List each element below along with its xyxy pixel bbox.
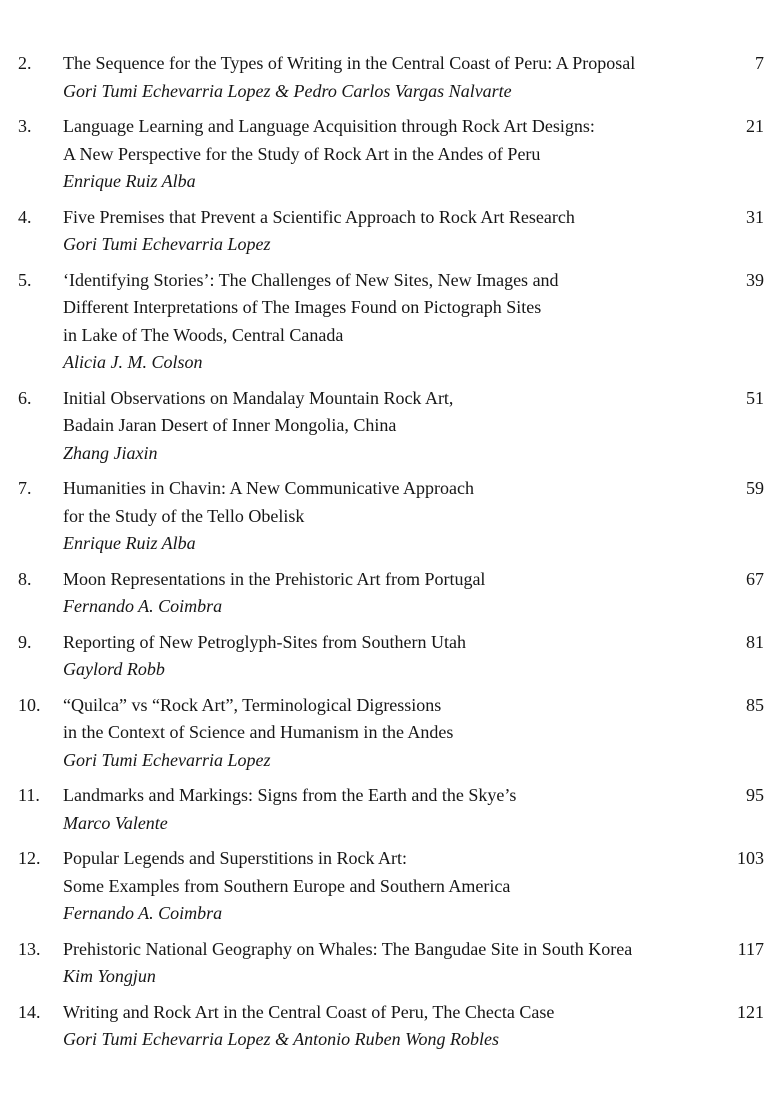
entry-title[interactable] — [63, 475, 673, 530]
toc-entry[interactable] — [0, 936, 780, 991]
entry-body — [63, 845, 673, 928]
entry-author: Fernando A. Coimbra — [63, 596, 223, 616]
entry-title[interactable] — [63, 692, 673, 747]
entry-title-line: Landmarks and Markings: Signs from the Earth and the Skye’s — [63, 785, 517, 805]
entry-number: 9. — [18, 631, 32, 652]
entry-author: Gori Tumi Echevarria Lopez & Pedro Carlos Vargas Nalvarte — [63, 80, 512, 101]
toc-entry[interactable] — [0, 845, 780, 928]
entry-title[interactable] — [63, 204, 673, 232]
entry-body — [63, 936, 673, 991]
toc-entry[interactable] — [0, 999, 780, 1054]
entry-page-number: 7 — [755, 53, 764, 73]
toc-entry[interactable] — [0, 629, 780, 684]
entry-title[interactable] — [63, 999, 673, 1027]
entry-title[interactable] — [63, 782, 673, 810]
entry-title-line: Prehistoric National Geography on Whales: The Bangudae Site in South Korea — [63, 938, 633, 959]
entry-number: 5. — [18, 269, 32, 290]
entry-title-line: Initial Observations on Mandalay Mountain Rock Art, — [63, 387, 454, 408]
entry-page-number: 95 — [746, 785, 764, 805]
entry-body — [63, 782, 673, 837]
entry-page-number: 31 — [746, 206, 764, 227]
entry-title-line: for the Study of the Tello Obelisk — [63, 505, 305, 526]
entry-author: Gori Tumi Echevarria Lopez — [63, 234, 271, 254]
entry-page-number: 85 — [746, 694, 764, 715]
entry-body — [63, 113, 673, 196]
entry-title[interactable] — [63, 385, 673, 440]
entry-number: 3. — [18, 116, 32, 136]
toc-entry[interactable] — [0, 475, 780, 558]
entry-title[interactable] — [63, 50, 673, 78]
entry-number: 8. — [18, 568, 32, 589]
entry-body — [63, 692, 673, 775]
entry-title-line: Reporting of New Petroglyph-Sites from Southern Utah — [63, 631, 466, 652]
entry-author: Enrique Ruiz Alba — [63, 533, 196, 553]
entry-body — [63, 999, 673, 1054]
entry-number: 4. — [18, 206, 32, 227]
entry-title[interactable] — [63, 267, 673, 350]
entry-body — [63, 475, 673, 558]
toc-entry[interactable] — [0, 385, 780, 468]
entry-title-line: Five Premises that Prevent a Scientific Approach to Rock Art Research — [63, 206, 575, 227]
entry-author: Alicia J. M. Colson — [63, 352, 203, 372]
entry-author: Zhang Jiaxin — [63, 442, 158, 463]
entry-page-number: 103 — [737, 848, 764, 868]
entry-title-line: Badain Jaran Desert of Inner Mongolia, China — [63, 415, 397, 435]
entry-page-number: 39 — [746, 269, 764, 290]
entry-author: Kim Yongjun — [63, 966, 156, 986]
entry-number: 14. — [18, 1001, 41, 1022]
entry-author: Gori Tumi Echevarria Lopez — [63, 749, 271, 770]
table-of-contents — [0, 50, 780, 1062]
entry-author: Marco Valente — [63, 812, 168, 833]
entry-number: 2. — [18, 53, 32, 73]
entry-page-number: 21 — [746, 116, 764, 136]
entry-title[interactable] — [63, 629, 673, 657]
entry-title-line: Moon Representations in the Prehistoric Art from Portugal — [63, 568, 486, 589]
entry-body — [63, 204, 673, 259]
entry-number: 6. — [18, 387, 32, 408]
entry-title-line: The Sequence for the Types of Writing in the Central Coast of Peru: A Proposal — [63, 53, 636, 73]
entry-number: 12. — [18, 848, 41, 868]
entry-number: 13. — [18, 938, 41, 959]
entry-page-number: 121 — [737, 1001, 764, 1022]
toc-entry[interactable] — [0, 113, 780, 196]
entry-title-line: Different Interpretations of The Images Found on Pictograph Sites — [63, 297, 542, 317]
entry-title-line: in the Context of Science and Humanism in the Andes — [63, 722, 454, 742]
entry-body — [63, 629, 673, 684]
entry-page-number: 59 — [746, 478, 764, 498]
entry-title-line: A New Perspective for the Study of Rock Art in the Andes of Peru — [63, 143, 541, 164]
entry-title-line: Humanities in Chavin: A New Communicative Approach — [63, 478, 474, 498]
entry-author: Enrique Ruiz Alba — [63, 171, 196, 191]
entry-number: 7. — [18, 478, 32, 498]
entry-author: Gaylord Robb — [63, 659, 165, 679]
entry-title-line: Writing and Rock Art in the Central Coast of Peru, The Checta Case — [63, 1001, 555, 1022]
entry-body — [63, 50, 673, 105]
entry-body — [63, 267, 673, 377]
entry-page-number: 117 — [737, 938, 764, 959]
entry-page-number: 81 — [746, 631, 764, 652]
entry-title[interactable] — [63, 845, 673, 900]
entry-title-line: “Quilca” vs “Rock Art”, Terminological Digressions — [63, 694, 442, 715]
toc-entry[interactable] — [0, 566, 780, 621]
entry-page-number: 67 — [746, 568, 764, 589]
entry-number: 10. — [18, 694, 41, 715]
entry-author: Fernando A. Coimbra — [63, 903, 223, 923]
entry-title[interactable] — [63, 113, 673, 168]
toc-entry[interactable] — [0, 204, 780, 259]
entry-title-line: Language Learning and Language Acquisition through Rock Art Designs: — [63, 116, 595, 136]
toc-entry[interactable] — [0, 50, 780, 105]
entry-title-line: Some Examples from Southern Europe and Southern America — [63, 875, 511, 896]
entry-title-line: Popular Legends and Superstitions in Rock Art: — [63, 848, 407, 868]
entry-title-line: ‘Identifying Stories’: The Challenges of New Sites, New Images and — [63, 269, 559, 290]
toc-entry[interactable] — [0, 267, 780, 377]
entry-body — [63, 385, 673, 468]
entry-author: Gori Tumi Echevarria Lopez & Antonio Ruben Wong Robles — [63, 1029, 499, 1049]
entry-page-number: 51 — [746, 387, 764, 408]
toc-entry[interactable] — [0, 782, 780, 837]
entry-number: 11. — [18, 785, 40, 805]
toc-entry[interactable] — [0, 692, 780, 775]
entry-body — [63, 566, 673, 621]
entry-title[interactable] — [63, 936, 673, 964]
entry-title-line: in Lake of The Woods, Central Canada — [63, 324, 344, 345]
entry-title[interactable] — [63, 566, 673, 594]
toc-list — [0, 50, 780, 1054]
